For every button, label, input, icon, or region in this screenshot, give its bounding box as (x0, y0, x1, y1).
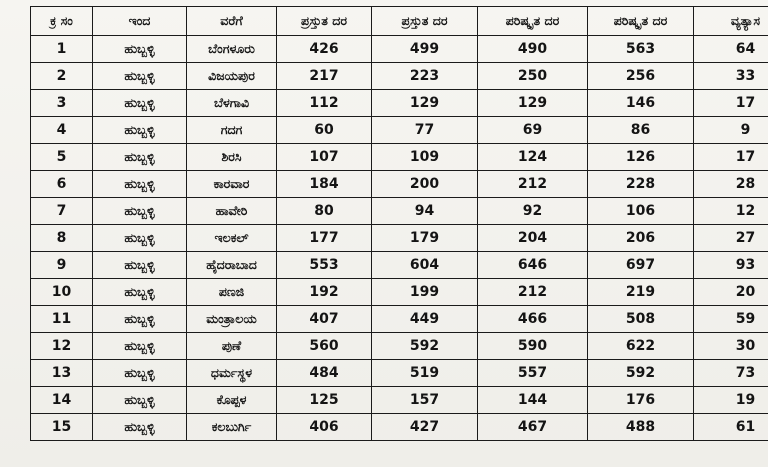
from-cell: ಹುಬ್ಬಳ್ಳಿ (93, 90, 187, 117)
to-cell: ಶಿರಸಿ (187, 144, 277, 171)
to-header: ವರೆಗೆ (187, 7, 277, 36)
from-cell: ಹುಬ್ಬಳ್ಳಿ (93, 279, 187, 306)
to-cell: ಕೊಪ್ಪಳ (187, 387, 277, 414)
revised-fare-cell-2: 256 (588, 63, 694, 90)
current-fare-cell-2: 94 (372, 198, 478, 225)
current-fare-cell: 177 (277, 225, 372, 252)
current-fare-cell-2: 449 (372, 306, 478, 333)
current-fare-cell: 406 (277, 414, 372, 441)
table-row (31, 360, 768, 387)
from-cell: ಹುಬ್ಬಳ್ಳಿ (93, 63, 187, 90)
current-fare-cell: 125 (277, 387, 372, 414)
current-fare-cell-2: 223 (372, 63, 478, 90)
serial-no-cell: 1 (31, 36, 93, 63)
current-fare-cell: 112 (277, 90, 372, 117)
difference-cell: 19 (694, 387, 768, 414)
current-fare-cell-2: 427 (372, 414, 478, 441)
to-cell: ಗದಗ (187, 117, 277, 144)
current-fare-header: ಪ್ರಸ್ತುತ ದರ (277, 7, 372, 36)
to-cell: ಪುಣೆ (187, 333, 277, 360)
revised-fare-cell: 557 (478, 360, 588, 387)
current-fare-cell-2: 519 (372, 360, 478, 387)
from-header: ಇಂದ (93, 7, 187, 36)
to-cell: ಕಲಬುರ್ಗಿ (187, 414, 277, 441)
from-cell: ಹುಬ್ಬಳ್ಳಿ (93, 360, 187, 387)
serial-no-cell: 5 (31, 144, 93, 171)
revised-fare-header: ಪರಿಷ್ಕೃತ ದರ (478, 7, 588, 36)
difference-cell: 30 (694, 333, 768, 360)
current-fare-cell: 426 (277, 36, 372, 63)
from-cell: ಹುಬ್ಬಳ್ಳಿ (93, 198, 187, 225)
from-cell: ಹುಬ್ಬಳ್ಳಿ (93, 252, 187, 279)
table-row (31, 117, 768, 144)
revised-fare-cell: 590 (478, 333, 588, 360)
serial-no-cell: 8 (31, 225, 93, 252)
revised-fare-cell: 92 (478, 198, 588, 225)
revised-fare-cell: 124 (478, 144, 588, 171)
current-fare-cell-2: 199 (372, 279, 478, 306)
to-cell: ವಿಜಯಪುರ (187, 63, 277, 90)
table-row (31, 225, 768, 252)
revised-fare-cell-2: 126 (588, 144, 694, 171)
current-fare-cell-2: 604 (372, 252, 478, 279)
serial-no-cell: 3 (31, 90, 93, 117)
from-cell: ಹುಬ್ಬಳ್ಳಿ (93, 387, 187, 414)
serial-no-cell: 9 (31, 252, 93, 279)
table-row (31, 36, 768, 63)
serial-no-cell: 14 (31, 387, 93, 414)
current-fare-cell: 560 (277, 333, 372, 360)
from-cell: ಹುಬ್ಬಳ್ಳಿ (93, 117, 187, 144)
table-row (31, 333, 768, 360)
current-fare-cell: 553 (277, 252, 372, 279)
serial-no-cell: 2 (31, 63, 93, 90)
current-fare-cell: 80 (277, 198, 372, 225)
revised-fare-cell-2: 106 (588, 198, 694, 225)
revised-fare-cell: 129 (478, 90, 588, 117)
revised-fare-cell: 467 (478, 414, 588, 441)
revised-fare-cell: 69 (478, 117, 588, 144)
serial-no-cell: 12 (31, 333, 93, 360)
revised-fare-cell-2: 86 (588, 117, 694, 144)
difference-cell: 27 (694, 225, 768, 252)
to-cell: ಧರ್ಮಸ್ಥಳ (187, 360, 277, 387)
current-fare-cell: 184 (277, 171, 372, 198)
to-cell: ಪಣಜಿ (187, 279, 277, 306)
difference-cell: 93 (694, 252, 768, 279)
serial-no-cell: 7 (31, 198, 93, 225)
revised-fare-cell: 250 (478, 63, 588, 90)
from-cell: ಹುಬ್ಬಳ್ಳಿ (93, 171, 187, 198)
revised-fare-cell-2: 146 (588, 90, 694, 117)
table-row (31, 387, 768, 414)
difference-cell: 33 (694, 63, 768, 90)
fare-table (30, 6, 768, 441)
current-fare-cell-2: 129 (372, 90, 478, 117)
table-row (31, 279, 768, 306)
table-row (31, 63, 768, 90)
current-fare-cell-2: 200 (372, 171, 478, 198)
revised-fare-cell-2: 228 (588, 171, 694, 198)
serial-no-cell: 11 (31, 306, 93, 333)
revised-fare-cell: 212 (478, 279, 588, 306)
current-fare-cell: 407 (277, 306, 372, 333)
difference-cell: 17 (694, 144, 768, 171)
serial-no-cell: 13 (31, 360, 93, 387)
from-cell: ಹುಬ್ಬಳ್ಳಿ (93, 306, 187, 333)
table-header-row (31, 7, 768, 36)
from-cell: ಹುಬ್ಬಳ್ಳಿ (93, 225, 187, 252)
difference-cell: 17 (694, 90, 768, 117)
revised-fare-cell-2: 622 (588, 333, 694, 360)
current-fare-cell-2: 499 (372, 36, 478, 63)
current-fare-cell-2: 592 (372, 333, 478, 360)
revised-fare-cell-2: 488 (588, 414, 694, 441)
current-fare-cell: 484 (277, 360, 372, 387)
to-cell: ಬೆಂಗಳೂರು (187, 36, 277, 63)
difference-cell: 64 (694, 36, 768, 63)
table-row (31, 252, 768, 279)
table-row (31, 198, 768, 225)
revised-fare-cell: 204 (478, 225, 588, 252)
serial-no-cell: 6 (31, 171, 93, 198)
revised-fare-cell: 646 (478, 252, 588, 279)
revised-fare-cell: 490 (478, 36, 588, 63)
revised-fare-cell: 144 (478, 387, 588, 414)
to-cell: ಇಲಕಲ್ (187, 225, 277, 252)
revised-fare-cell-2: 508 (588, 306, 694, 333)
difference-cell: 28 (694, 171, 768, 198)
from-cell: ಹುಬ್ಬಳ್ಳಿ (93, 144, 187, 171)
to-cell: ಹಾವೇರಿ (187, 198, 277, 225)
from-cell: ಹುಬ್ಬಳ್ಳಿ (93, 36, 187, 63)
revised-fare-cell-2: 697 (588, 252, 694, 279)
current-fare-cell: 217 (277, 63, 372, 90)
difference-cell: 61 (694, 414, 768, 441)
revised-fare-cell: 466 (478, 306, 588, 333)
serial-no-cell: 10 (31, 279, 93, 306)
from-cell: ಹುಬ್ಬಳ್ಳಿ (93, 414, 187, 441)
table-row (31, 414, 768, 441)
from-cell: ಹುಬ್ಬಳ್ಳಿ (93, 333, 187, 360)
difference-cell: 59 (694, 306, 768, 333)
serial-no-header: ಕ್ರ ಸಂ (31, 7, 93, 36)
current-fare-header-2: ಪ್ರಸ್ತುತ ದರ (372, 7, 478, 36)
revised-fare-cell-2: 592 (588, 360, 694, 387)
table-row (31, 306, 768, 333)
serial-no-cell: 15 (31, 414, 93, 441)
current-fare-cell: 60 (277, 117, 372, 144)
to-cell: ಬೆಳಗಾವಿ (187, 90, 277, 117)
revised-fare-cell-2: 176 (588, 387, 694, 414)
table-row (31, 90, 768, 117)
revised-fare-cell: 212 (478, 171, 588, 198)
table-body (31, 36, 768, 441)
to-cell: ಕಾರವಾರ (187, 171, 277, 198)
difference-header: ವ್ಯತ್ಯಾಸ (694, 7, 768, 36)
current-fare-cell: 107 (277, 144, 372, 171)
current-fare-cell-2: 109 (372, 144, 478, 171)
difference-cell: 73 (694, 360, 768, 387)
revised-fare-cell-2: 219 (588, 279, 694, 306)
table-row (31, 171, 768, 198)
revised-fare-header-2: ಪರಿಷ್ಕೃತ ದರ (588, 7, 694, 36)
to-cell: ಹೈದರಾಬಾದ (187, 252, 277, 279)
to-cell: ಮಂತ್ರಾಲಯ (187, 306, 277, 333)
current-fare-cell-2: 179 (372, 225, 478, 252)
difference-cell: 12 (694, 198, 768, 225)
current-fare-cell-2: 77 (372, 117, 478, 144)
serial-no-cell: 4 (31, 117, 93, 144)
revised-fare-cell-2: 206 (588, 225, 694, 252)
revised-fare-cell-2: 563 (588, 36, 694, 63)
difference-cell: 9 (694, 117, 768, 144)
current-fare-cell-2: 157 (372, 387, 478, 414)
table-row (31, 144, 768, 171)
difference-cell: 20 (694, 279, 768, 306)
current-fare-cell: 192 (277, 279, 372, 306)
